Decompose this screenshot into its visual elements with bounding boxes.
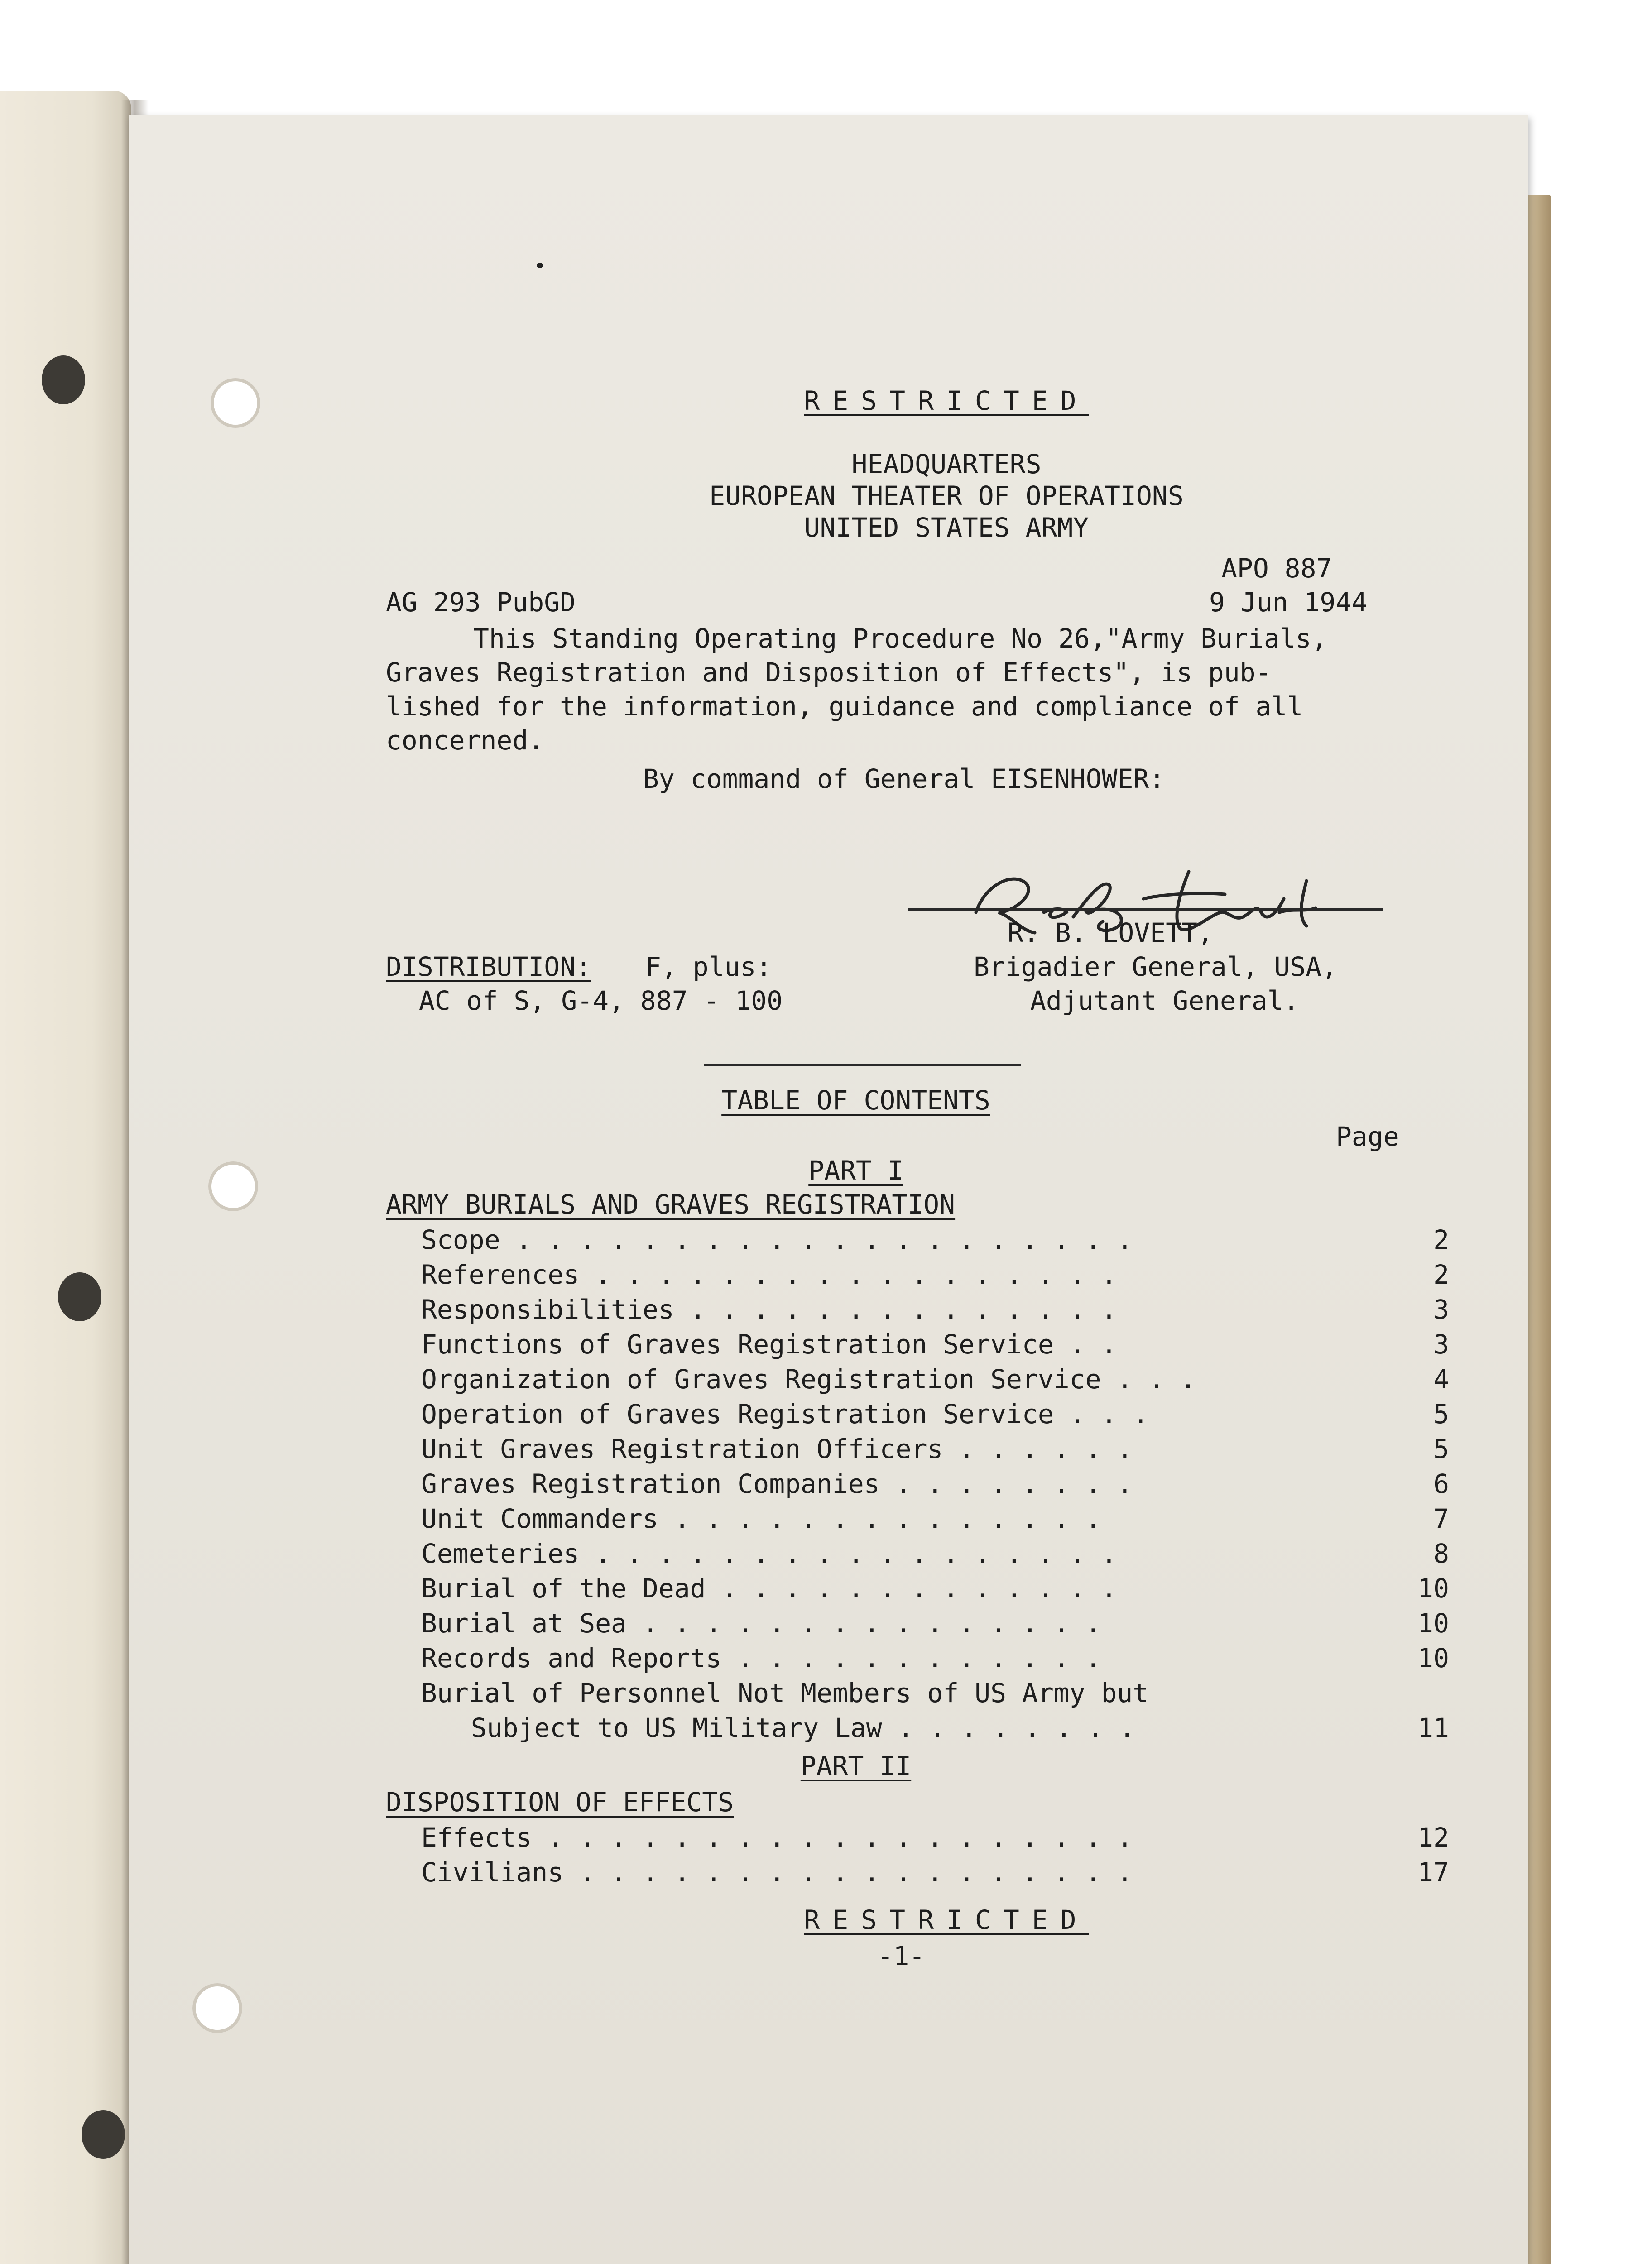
toc-entry-page: 12: [1417, 1822, 1449, 1853]
toc-part-1-heading: ARMY BURIALS AND GRAVES REGISTRATION: [386, 1189, 956, 1220]
toc-entry-label: Burial at Sea . . . . . . . . . . . . . . .: [421, 1608, 1101, 1639]
binder-hole: [208, 1161, 258, 1211]
toc-entry: [421, 1677, 1508, 1712]
toc-entry: [421, 1294, 1508, 1328]
toc-entry: [421, 1433, 1508, 1468]
signature-rule: [908, 908, 1383, 911]
toc-title: TABLE OF CONTENTS: [721, 1085, 990, 1116]
army-line: UNITED STATES ARMY: [804, 512, 1089, 543]
toc-entry-page: 5: [1433, 1399, 1449, 1429]
ink-speck: [537, 263, 543, 268]
distribution-detail: AC of S, G-4, 887 - 100: [419, 985, 783, 1016]
toc-entry-page: 2: [1433, 1224, 1449, 1255]
toc-entry: [421, 1573, 1508, 1607]
body-line-2: Graves Registration and Disposition of Effects", is pub-: [386, 657, 1272, 688]
toc-entry-page: 2: [1433, 1259, 1449, 1290]
toc-entry-label: Burial of Personnel Not Members of US Army but: [421, 1678, 1149, 1708]
left-page-edge: [0, 91, 131, 2264]
toc-entry-label: Scope . . . . . . . . . . . . . . . . . . . .: [421, 1224, 1133, 1255]
headquarters-line: HEADQUARTERS: [851, 449, 1042, 480]
toc-entry-label: Functions of Graves Registration Service . .: [421, 1329, 1117, 1360]
toc-entry: [421, 1224, 1508, 1258]
toc-entry-page: 3: [1433, 1294, 1449, 1325]
body-line-3: lished for the information, guidance and compliance of all: [386, 691, 1303, 722]
body-line-1: This Standing Operating Procedure No 26,"Army Burials,: [473, 623, 1327, 654]
file-reference: AG 293 PubGD: [386, 587, 576, 618]
toc-entry-label: Civilians . . . . . . . . . . . . . . . . . .: [421, 1857, 1133, 1888]
command-line: By command of General EISENHOWER:: [643, 763, 1165, 794]
toc-entry-label: Records and Reports . . . . . . . . . . . .: [421, 1643, 1101, 1674]
toc-entry: [421, 1363, 1508, 1398]
toc-entry: [421, 1642, 1508, 1677]
left-page-hole: [82, 2110, 125, 2159]
theater-line: EUROPEAN THEATER OF OPERATIONS: [709, 480, 1184, 511]
toc-entry-label: Effects . . . . . . . . . . . . . . . . . . .: [421, 1822, 1133, 1853]
toc-entry: [421, 1503, 1508, 1537]
classification-bottom: RESTRICTED: [804, 1904, 1089, 1935]
toc-part-2-label: PART II: [800, 1751, 912, 1781]
toc-entry-page: 5: [1433, 1434, 1449, 1464]
body-line-4: concerned.: [386, 725, 544, 756]
toc-entry-label: Responsibilities . . . . . . . . . . . . . .: [421, 1294, 1117, 1325]
toc-entry-page: 8: [1433, 1538, 1449, 1569]
toc-entry-page: 11: [1417, 1712, 1449, 1743]
toc-entry-label: Cemeteries . . . . . . . . . . . . . . . . .: [421, 1538, 1117, 1569]
toc-entry-label: References . . . . . . . . . . . . . . . . .: [421, 1259, 1117, 1290]
signatory-name: R. B. LOVETT,: [1008, 917, 1213, 948]
distribution-label: DISTRIBUTION:: [386, 951, 591, 982]
toc-entry: [421, 1398, 1508, 1433]
toc-page-header: Page: [1336, 1121, 1399, 1152]
toc-part-2-heading: DISPOSITION OF EFFECTS: [386, 1787, 734, 1818]
toc-entry: [421, 1538, 1508, 1572]
toc-entry: [421, 1822, 1508, 1856]
left-page-hole: [42, 355, 85, 404]
toc-entry: [421, 1856, 1508, 1891]
toc-entry-label: Organization of Graves Registration Service . . .: [421, 1364, 1196, 1395]
toc-entry-page: 7: [1433, 1503, 1449, 1534]
toc-entry: [421, 1712, 1508, 1746]
toc-entry-page: 3: [1433, 1329, 1449, 1360]
distribution-value: F, plus:: [645, 951, 772, 982]
classification-top: RESTRICTED: [804, 385, 1089, 416]
binder-hole: [211, 378, 260, 428]
toc-entry-label: Unit Commanders . . . . . . . . . . . . . .: [421, 1503, 1101, 1534]
toc-entry-label: Burial of the Dead . . . . . . . . . . . . .: [421, 1573, 1117, 1604]
toc-entry-label: Subject to US Military Law . . . . . . . .: [439, 1712, 1135, 1743]
signatory-rank: Brigadier General, USA,: [974, 951, 1338, 982]
toc-entry-page: 10: [1417, 1573, 1449, 1604]
document-page: [129, 115, 1528, 2264]
toc-entry: [421, 1607, 1508, 1642]
toc-entry-page: 17: [1417, 1857, 1449, 1888]
toc-entry: [421, 1259, 1508, 1293]
toc-entry-label: Graves Registration Companies . . . . . . . .: [421, 1468, 1133, 1499]
page-number: -1-: [877, 1941, 925, 1971]
toc-entry-page: 4: [1433, 1364, 1449, 1395]
divider-rule: [704, 1064, 1021, 1066]
toc-entry-label: Operation of Graves Registration Service . . .: [421, 1399, 1149, 1429]
toc-entry-label: Unit Graves Registration Officers . . . . . .: [421, 1434, 1133, 1464]
toc-entry-page: 10: [1417, 1608, 1449, 1639]
toc-entry-page: 6: [1433, 1468, 1449, 1499]
apo-number: APO 887: [1221, 553, 1332, 584]
toc-part-1-label: PART I: [808, 1155, 903, 1186]
toc-entry: [421, 1329, 1508, 1363]
toc-entry-page: 10: [1417, 1643, 1449, 1674]
binder-hole: [192, 1983, 242, 2033]
left-page-hole: [58, 1272, 101, 1321]
toc-entry: [421, 1468, 1508, 1502]
document-date: 9 Jun 1944: [1209, 587, 1368, 618]
signatory-title: Adjutant General.: [1030, 985, 1299, 1016]
